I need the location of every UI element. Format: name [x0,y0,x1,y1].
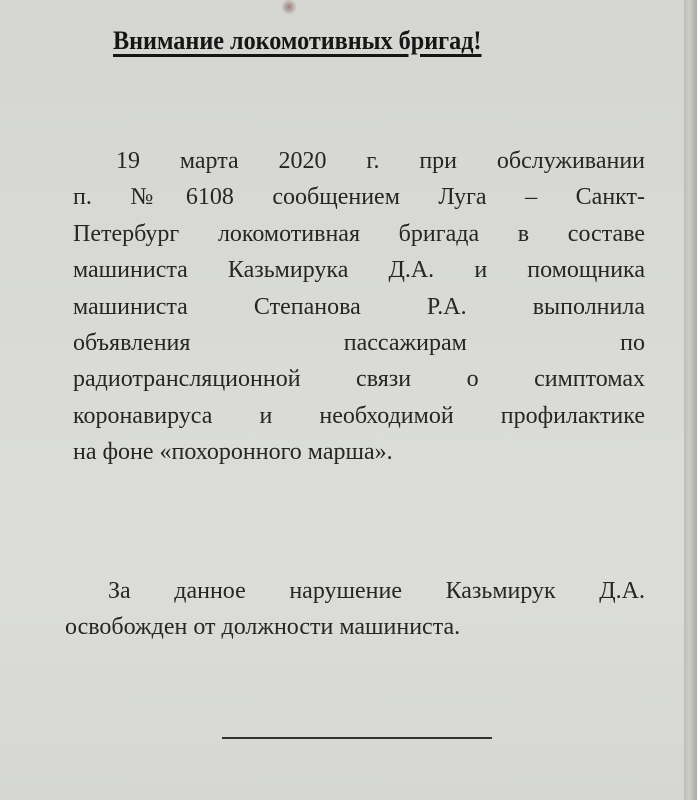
paragraph-incident [73,143,645,471]
paper-edge-background [684,0,697,800]
text-line: на фоне «похоронного марша». [73,439,393,466]
text-line: освобожден от должности машиниста. [65,614,461,641]
notice-title: Внимание локомотивных бригад! [113,26,482,55]
pin-mark [282,0,296,14]
signature-line [222,737,492,739]
text-line: 19 марта 2020 г. при обслуживании [116,148,645,174]
paragraph-consequence [65,573,645,646]
text-line: радиотрансляционной связи о симптомах [73,366,645,393]
text-line: коронавируса и необходимой профилактике [73,402,645,429]
text-line: п. №6108 сообщением Луга – Санкт- [73,184,645,211]
text-line: объявления пассажирам по [73,330,645,357]
text-line: машиниста Степанова Р.А. выполнила [73,293,645,320]
text-line: Петербург локомотивная бригада в составе [73,220,645,247]
text-line: За данное нарушение Казьмирук Д.А. [108,578,645,604]
text-line: машиниста Казьмирука Д.А. и помощника [73,257,645,284]
